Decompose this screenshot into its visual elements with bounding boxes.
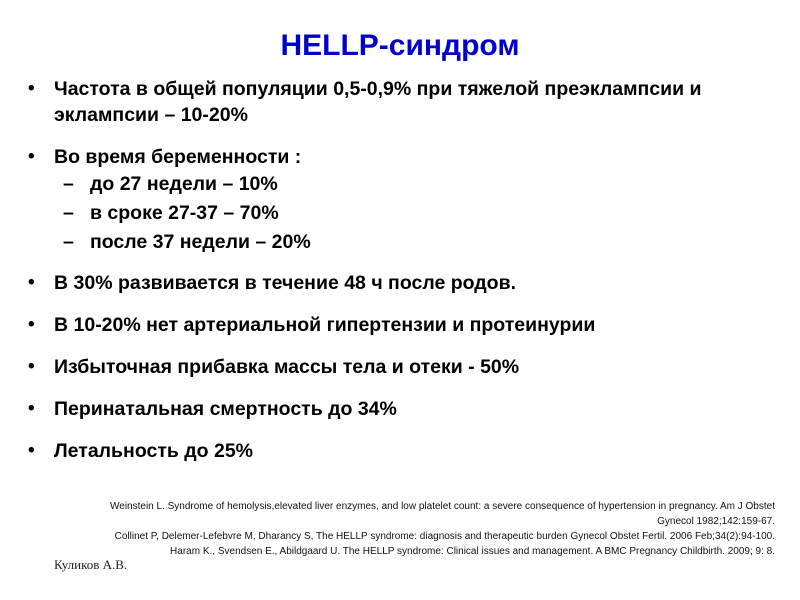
bullet-item: [28, 76, 768, 128]
bullet-item: [28, 144, 768, 170]
author-name: Куликов А.В.: [54, 557, 128, 572]
bullet-text: В 30% развивается в течение 48 ч после родов.: [54, 272, 516, 294]
sub-bullet-item: [28, 170, 768, 199]
bullet-text: Частота в общей популяции 0,5-0,9% при тяжелой преэклампсии и эклампсии – 10-20%: [54, 78, 702, 126]
bullet-item: [28, 438, 768, 464]
bullet-text: Избыточная прибавка массы тела и отеки - 50%: [54, 356, 520, 378]
bullet-marker: •: [28, 356, 35, 377]
bullet-text: В 10-20% нет артериальной гипертензии и протеинурии: [54, 314, 596, 336]
reference-item: Collinet P, Delemer-Lefebvre M, Dharancy S, The HELLP syndrome: diagnosis and therapeutic burden Gynecol Obstet Fertil. 2006 Feb;34(2):94-100.: [114, 531, 775, 542]
bullet-item: [28, 270, 768, 296]
reference-item: Weinstein L. Syndrome of hemolysis,elevated liver enzymes, and low platelet count: a severe consequence of hypertension in pregnancy. Am J Obstet Gynecol 1982;142:159-67.: [110, 501, 775, 527]
bullet-marker: •: [28, 146, 35, 167]
dash-marker: –: [63, 202, 74, 224]
sub-bullet-item: [28, 199, 768, 228]
bullet-text: Перинатальная смертность до 34%: [54, 398, 397, 420]
bullet-marker: •: [28, 78, 35, 99]
bullet-marker: •: [28, 314, 35, 335]
sub-bullet-text: до 27 недели – 10%: [90, 173, 278, 195]
bullet-marker: •: [28, 398, 35, 419]
bullet-item: [28, 312, 768, 338]
bullet-text: Во время беременности :: [54, 146, 302, 168]
bullet-marker: •: [28, 272, 35, 293]
reference-item: Haram K., Svendsen E., Abildgaard U. The HELLP syndrome: Clinical issues and management. A BMC Pregnancy Childbirth. 2009; 9: 8.: [170, 546, 775, 557]
bullet-item: [28, 354, 768, 380]
slide-title: HELLP-синдром: [280, 29, 520, 62]
bullet-marker: •: [28, 440, 35, 461]
dash-marker: –: [63, 231, 74, 253]
sub-bullet-text: в сроке 27-37 – 70%: [90, 202, 279, 224]
sub-bullet-text: после 37 недели – 20%: [90, 231, 311, 253]
bullet-list: [28, 76, 768, 464]
bullet-text: Летальность до 25%: [54, 440, 254, 462]
references: [95, 499, 775, 559]
bullet-item: [28, 396, 768, 422]
dash-marker: –: [63, 173, 74, 195]
sub-bullet-item: [28, 228, 768, 257]
